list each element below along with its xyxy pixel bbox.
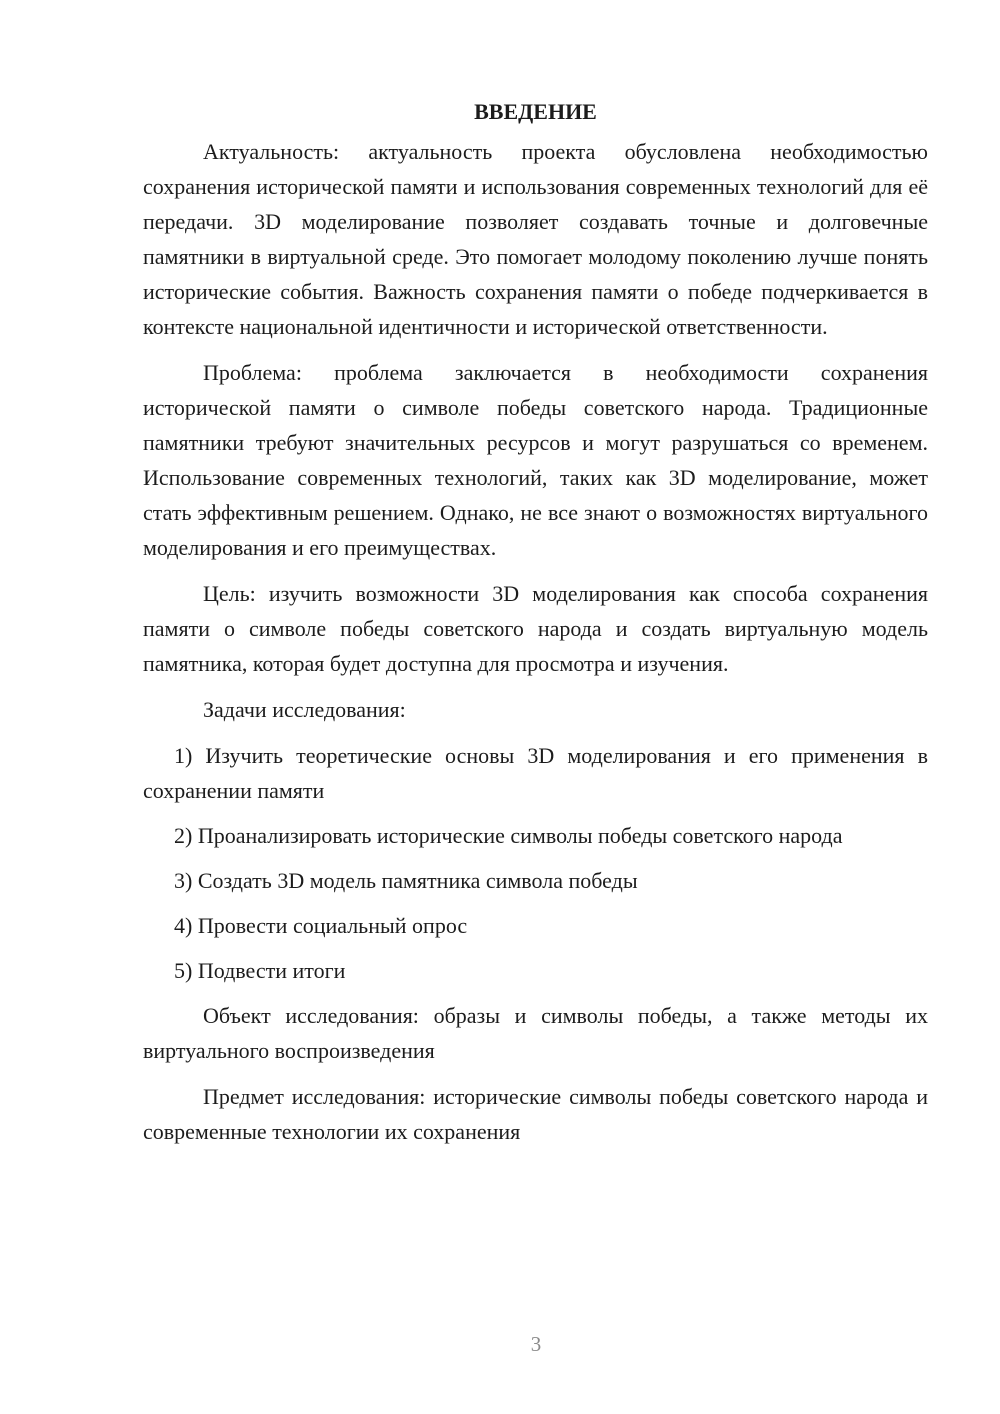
tasks-heading: Задачи исследования: xyxy=(203,697,406,722)
page-number: 3 xyxy=(530,1332,542,1356)
task-item: 3) Создать 3D модель памятника символа победы xyxy=(174,868,638,893)
object-paragraph: Объект исследования: образы и символы победы, а также методы их виртуального воспроизведения xyxy=(143,1003,928,1063)
page-title: ВВЕДЕНИЕ xyxy=(474,99,597,124)
task-item: 1) Изучить теоретические основы 3D моделирования и его применения в сохранении памяти xyxy=(143,743,928,803)
task-item: 5) Подвести итоги xyxy=(174,958,346,983)
task-item: 4) Провести социальный опрос xyxy=(174,913,468,938)
page-content xyxy=(143,94,928,1160)
task-item: 2) Проанализировать исторические символы победы советского народа xyxy=(174,823,843,848)
subject-paragraph: Предмет исследования: исторические символы победы советского народа и современные технологии их сохранения xyxy=(143,1084,928,1144)
relevance-paragraph: Актуальность: актуальность проекта обусловлена необходимостью сохранения исторической памяти и использования современных технологий для её передачи. 3D моделирование позволяет создавать точные и долговечные памятники в виртуальной среде. Это помогает молодому поколению лучше понять исторические события. Важность сохранения памяти о победе подчеркивается в контексте национальной идентичности и исторической ответственности. xyxy=(143,139,928,339)
goal-paragraph: Цель: изучить возможности 3D моделирования как способа сохранения памяти о символе победы советского народа и создать виртуальную модель памятника, которая будет доступна для просмотра и изучения. xyxy=(143,581,928,676)
problem-paragraph: Проблема: проблема заключается в необходимости сохранения исторической памяти о символе победы советского народа. Традиционные памятники требуют значительных ресурсов и могут разрушаться со временем. Использование современных технологий, таких как 3D моделирование, может стать эффективным решением. Однако, не все знают о возможностях виртуального моделирования и его преимуществах. xyxy=(143,360,928,560)
